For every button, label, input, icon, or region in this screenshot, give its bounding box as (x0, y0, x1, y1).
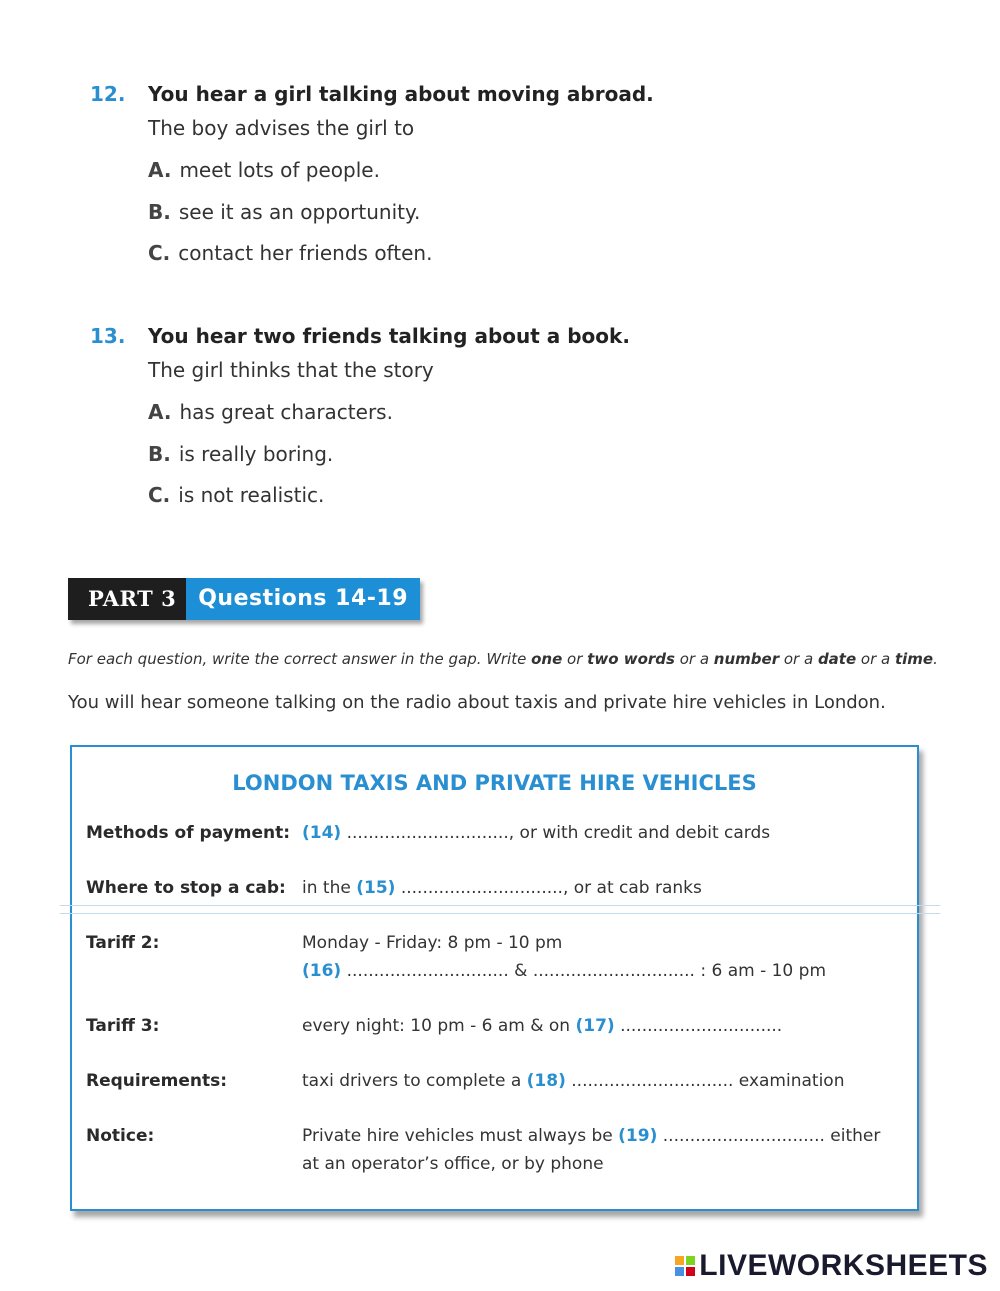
question-heading: You hear a girl talking about moving abroad. (148, 82, 654, 106)
row-value-tariff3 (302, 1016, 782, 1036)
option-letter: A. (148, 400, 172, 424)
option-a[interactable] (148, 400, 393, 424)
option-text: is really boring. (178, 442, 334, 466)
option-letter: B. (148, 442, 171, 466)
option-a[interactable] (148, 158, 380, 182)
row-text: taxi drivers to complete a (302, 1071, 527, 1091)
instr-text: or a (674, 650, 714, 668)
logo-square (686, 1256, 695, 1265)
instr-text: or a (779, 650, 818, 668)
row-text: either (824, 1126, 881, 1146)
option-letter: C. (148, 241, 171, 265)
liveworksheets-brand[interactable] (675, 1249, 988, 1283)
instr-bold: date (817, 650, 857, 668)
answer-gap-16b[interactable]: .............................. (532, 961, 695, 981)
question-13 (90, 324, 950, 514)
gap-number: (14) (302, 823, 342, 843)
answer-gap-16a[interactable]: .............................. (346, 961, 509, 981)
question-stem: The boy advises the girl to (148, 116, 415, 140)
context-sentence: You will hear someone talking on the radio about taxis and private hire vehicles in London. (68, 692, 886, 713)
instr-text: . (933, 650, 938, 668)
row-label-payment: Methods of payment: (86, 823, 291, 843)
instr-bold: time (894, 650, 934, 668)
row-label-stop: Where to stop a cab: (86, 878, 286, 898)
row-text: every night: 10 pm - 6 am & on (302, 1016, 576, 1036)
instr-bold: two words (587, 650, 675, 668)
gap-number: (18) (526, 1071, 566, 1091)
option-letter: C. (148, 483, 171, 507)
answer-gap-17[interactable]: .............................. (620, 1016, 783, 1036)
gap-number: (17) (575, 1016, 615, 1036)
row-value-tariff2-line2 (302, 961, 826, 981)
option-text: meet lots of people. (179, 158, 380, 182)
logo-square (686, 1267, 695, 1276)
part-header (68, 578, 420, 620)
row-text: examination (733, 1071, 845, 1091)
gap-number: (16) (302, 961, 342, 981)
option-text: has great characters. (179, 400, 393, 424)
instr-bold: one (531, 650, 563, 668)
gap-number: (15) (356, 878, 396, 898)
row-label-notice: Notice: (86, 1126, 155, 1146)
answer-gap-15[interactable]: .............................. (400, 878, 563, 898)
question-number: 13. (90, 324, 126, 348)
instr-text: or (562, 650, 588, 668)
option-c[interactable] (148, 241, 432, 265)
row-label-tariff3: Tariff 3: (86, 1016, 160, 1036)
option-text: contact her friends often. (178, 241, 433, 265)
answer-gap-14[interactable]: .............................. (346, 823, 509, 843)
liveworksheets-logo-icon (675, 1256, 695, 1276)
question-12 (90, 82, 950, 272)
answer-gap-19[interactable]: .............................. (662, 1126, 825, 1146)
part-questions: Questions 14-19 (186, 578, 420, 620)
option-text: is not realistic. (178, 483, 325, 507)
row-value-tariff2-line1: Monday - Friday: 8 pm - 10 pm (302, 933, 563, 953)
row-text: Private hire vehicles must always be (302, 1126, 619, 1146)
row-text: & (508, 961, 533, 981)
scan-line (60, 905, 940, 906)
logo-square (675, 1256, 684, 1265)
instr-bold: number (713, 650, 780, 668)
row-value-notice (302, 1126, 880, 1146)
logo-square (675, 1267, 684, 1276)
part-label: PART 3 (68, 578, 186, 620)
row-value-notice-line2: at an operator’s office, or by phone (302, 1154, 604, 1174)
scan-line (60, 913, 940, 914)
instructions (68, 650, 938, 668)
option-letter: B. (148, 200, 171, 224)
answer-gap-18[interactable]: .............................. (571, 1071, 734, 1091)
option-b[interactable] (148, 442, 333, 466)
row-label-tariff2: Tariff 2: (86, 933, 160, 953)
row-value-requirements (302, 1071, 844, 1091)
notes-box (70, 745, 919, 1211)
instr-text: or a (856, 650, 895, 668)
row-text: , or at cab ranks (562, 878, 702, 898)
option-c[interactable] (148, 483, 324, 507)
row-label-requirements: Requirements: (86, 1071, 228, 1091)
option-text: see it as an opportunity. (178, 200, 421, 224)
row-text: : 6 am - 10 pm (694, 961, 826, 981)
brand-name: LIVEWORKSHEETS (699, 1249, 988, 1282)
question-stem: The girl thinks that the story (148, 358, 434, 382)
question-number: 12. (90, 82, 126, 106)
row-text: in the (302, 878, 357, 898)
row-value-stop (302, 878, 702, 898)
question-heading: You hear two friends talking about a book. (148, 324, 630, 348)
row-value-payment (302, 823, 770, 843)
option-letter: A. (148, 158, 172, 182)
row-text: , or with credit and debit cards (508, 823, 771, 843)
instr-text: For each question, write the correct answer in the gap. Write (68, 650, 532, 668)
gap-number: (19) (618, 1126, 658, 1146)
option-b[interactable] (148, 200, 420, 224)
notes-title: LONDON TAXIS AND PRIVATE HIRE VEHICLES (232, 771, 757, 795)
